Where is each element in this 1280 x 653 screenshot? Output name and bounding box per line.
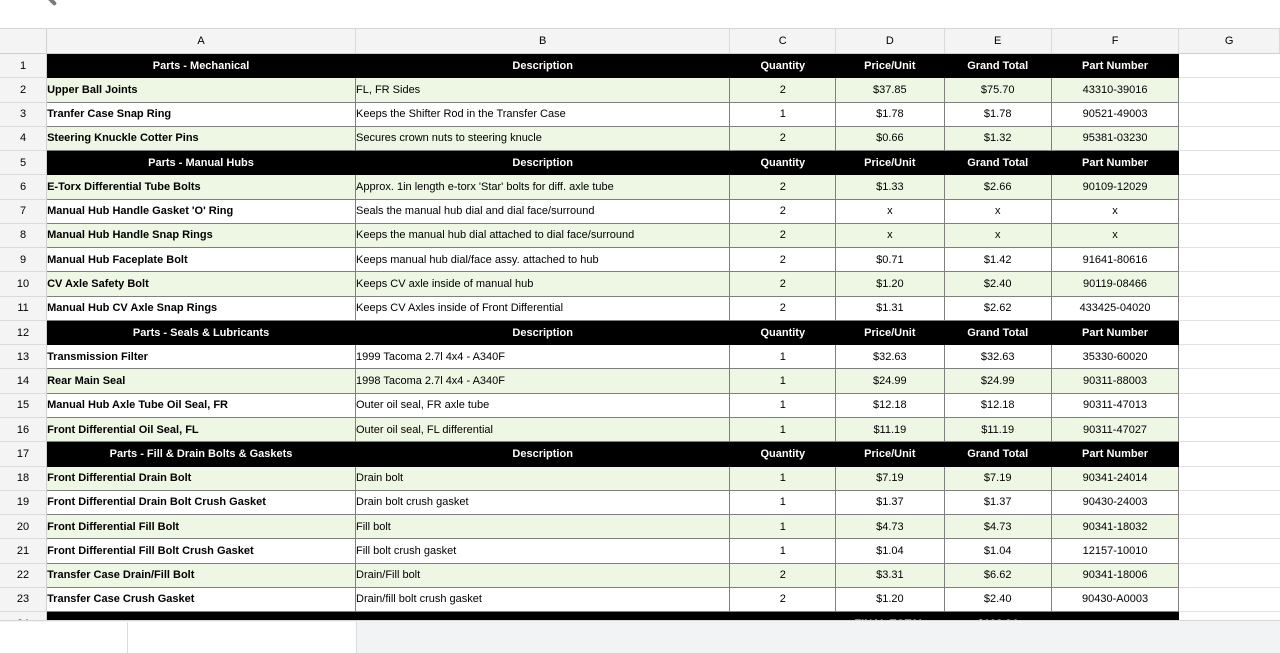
cell-description[interactable]: 1999 Tacoma 2.7l 4x4 - A340F [356,345,730,369]
cell-name[interactable]: Front Differential Drain Bolt Crush Gasket [47,490,356,514]
table-row [0,126,1280,150]
cell-part[interactable]: Part Number [1051,54,1178,78]
cell-name[interactable]: Parts - Fill & Drain Bolts & Gaskets [47,442,356,466]
cell-price[interactable]: x [836,223,944,247]
column-header-C[interactable]: C [730,29,836,54]
cell-empty[interactable] [1179,563,1280,587]
cell-name[interactable]: Transfer Case Crush Gasket [47,587,356,611]
table-row [0,248,1280,272]
cell-quantity[interactable]: 2 [730,78,836,102]
column-header-G[interactable]: G [1179,29,1280,54]
sheet-tab-area-right[interactable] [128,622,357,653]
row-header[interactable]: 2 [0,78,47,102]
cell-total[interactable]: $24.99 [944,369,1051,393]
row-header[interactable]: 7 [0,199,47,223]
cell-quantity[interactable]: Quantity [730,442,836,466]
cell-quantity[interactable]: 2 [730,199,836,223]
cell-price[interactable]: $0.66 [836,126,944,150]
table-row [0,393,1280,417]
row-header[interactable]: 21 [0,539,47,563]
table-row [0,369,1280,393]
cell-price[interactable]: $24.99 [836,369,944,393]
cell-empty[interactable] [1179,248,1280,272]
cell-price[interactable]: $4.73 [836,515,944,539]
table-row [0,345,1280,369]
table-row [0,563,1280,587]
cell-total[interactable]: $7.19 [944,466,1051,490]
cell-empty[interactable] [1179,151,1280,175]
cell-price[interactable]: $7.19 [836,466,944,490]
cell-price[interactable]: Price/Unit [836,151,944,175]
cell-total[interactable]: x [944,199,1051,223]
select-all-corner[interactable] [0,29,47,54]
cell-description[interactable]: Fill bolt crush gasket [356,539,730,563]
cell-empty[interactable] [1179,78,1280,102]
table-row [0,78,1280,102]
column-header-D[interactable]: D [836,29,944,54]
row-header[interactable]: 1 [0,54,47,78]
row-header[interactable]: 18 [0,466,47,490]
table-row [0,175,1280,199]
cell-part[interactable]: x [1051,223,1178,247]
cell-empty[interactable] [1179,515,1280,539]
cell-total[interactable]: $1.37 [944,490,1051,514]
table-row [0,223,1280,247]
row-header[interactable]: 12 [0,320,47,344]
cell-name[interactable]: Rear Main Seal [47,369,356,393]
cell-name[interactable]: Transmission Filter [47,345,356,369]
cell-quantity[interactable]: 2 [730,223,836,247]
table-row [0,539,1280,563]
cell-total[interactable]: $6.62 [944,563,1051,587]
cell-total[interactable]: $1.32 [944,126,1051,150]
row-header[interactable]: 3 [0,102,47,126]
cell-empty[interactable] [1179,175,1280,199]
section-header-row [0,151,1280,175]
cell-total[interactable]: x [944,223,1051,247]
row-header[interactable]: 16 [0,417,47,441]
cell-empty[interactable] [1179,296,1280,320]
cell-empty[interactable] [1179,369,1280,393]
cell-price[interactable]: $12.18 [836,393,944,417]
cell-quantity[interactable]: 2 [730,175,836,199]
cell-part[interactable]: 90311-47013 [1051,393,1178,417]
cell-quantity[interactable]: 1 [730,102,836,126]
cell-total[interactable]: Grand Total [944,151,1051,175]
row-header[interactable]: 11 [0,296,47,320]
cell-total[interactable]: $1.04 [944,539,1051,563]
cell-empty[interactable] [1179,466,1280,490]
cell-quantity[interactable]: 1 [730,345,836,369]
cell-quantity[interactable]: 2 [730,272,836,296]
section-header-row [0,320,1280,344]
cell-description[interactable]: Drain bolt crush gasket [356,490,730,514]
cell-name[interactable]: Parts - Manual Hubs [47,151,356,175]
cell-part[interactable]: Part Number [1051,442,1178,466]
cell-total[interactable]: Grand Total [944,442,1051,466]
table-row [0,296,1280,320]
cell-part[interactable]: Part Number [1051,320,1178,344]
row-header[interactable]: 20 [0,515,47,539]
column-header-E[interactable]: E [944,29,1051,54]
cell-name[interactable]: Parts - Mechanical [47,54,356,78]
cell-empty[interactable] [1179,272,1280,296]
cell-description[interactable]: Keeps the manual hub dial attached to dial face/surround [356,223,730,247]
cell-part[interactable]: 43310-39016 [1051,78,1178,102]
cell-total[interactable]: $75.70 [944,78,1051,102]
row-header[interactable]: 8 [0,223,47,247]
cell-total[interactable]: $11.19 [944,417,1051,441]
cell-price[interactable]: $1.37 [836,490,944,514]
cell-description[interactable]: Approx. 1in length e-torx 'Star' bolts for diff. axle tube [356,175,730,199]
cell-name[interactable]: Manual Hub Handle Gasket 'O' Ring [47,199,356,223]
table-row [0,587,1280,611]
cell-quantity[interactable]: 2 [730,126,836,150]
table-row [0,515,1280,539]
cell-quantity[interactable]: 1 [730,369,836,393]
cell-part[interactable]: 433425-04020 [1051,296,1178,320]
cell-description[interactable]: Drain bolt [356,466,730,490]
row-header[interactable]: 14 [0,369,47,393]
cell-name[interactable]: Manual Hub Handle Snap Rings [47,223,356,247]
cell-empty[interactable] [1179,345,1280,369]
cell-name[interactable]: Manual Hub Faceplate Bolt [47,248,356,272]
cell-quantity[interactable]: 2 [730,248,836,272]
cell-description[interactable]: Outer oil seal, FL differential [356,417,730,441]
cell-total[interactable]: $2.62 [944,296,1051,320]
cell-empty[interactable] [1179,102,1280,126]
cell-description[interactable]: Keeps CV Axles inside of Front Differential [356,296,730,320]
cell-name[interactable]: Manual Hub CV Axle Snap Rings [47,296,356,320]
cell-description[interactable]: Secures crown nuts to steering knucle [356,126,730,150]
column-header-F[interactable]: F [1051,29,1178,54]
cell-price[interactable]: Price/Unit [836,320,944,344]
cell-total[interactable]: Grand Total [944,54,1051,78]
cell-part[interactable]: 90341-18032 [1051,515,1178,539]
sheet-tab-area-left[interactable] [0,622,128,653]
cell-part[interactable]: x [1051,199,1178,223]
cell-description[interactable]: 1998 Tacoma 2.7l 4x4 - A340F [356,369,730,393]
row-header[interactable]: 10 [0,272,47,296]
cell-price[interactable]: Price/Unit [836,442,944,466]
cell-price[interactable]: $37.85 [836,78,944,102]
column-header-A[interactable]: A [47,29,356,54]
cell-part[interactable]: 90311-88003 [1051,369,1178,393]
row-header[interactable]: 17 [0,442,47,466]
cell-empty[interactable] [1179,417,1280,441]
cell-price[interactable]: $1.04 [836,539,944,563]
cell-description[interactable]: Description [356,320,730,344]
column-header-B[interactable]: B [356,29,730,54]
cell-price[interactable]: $1.31 [836,296,944,320]
row-header[interactable]: 15 [0,393,47,417]
cell-total[interactable]: Grand Total [944,320,1051,344]
cell-name[interactable]: Parts - Seals & Lubricants [47,320,356,344]
cell-part[interactable]: 90341-18006 [1051,563,1178,587]
cell-part[interactable]: 90311-47027 [1051,417,1178,441]
cell-description[interactable]: Keeps the Shifter Rod in the Transfer Case [356,102,730,126]
sheet-table [0,29,1280,636]
cell-total[interactable]: $1.42 [944,248,1051,272]
cell-price[interactable]: $1.33 [836,175,944,199]
cell-part[interactable]: 90109-12029 [1051,175,1178,199]
cell-part[interactable]: 90341-24014 [1051,466,1178,490]
cell-description[interactable]: Drain/Fill bolt [356,563,730,587]
cell-quantity[interactable]: Quantity [730,151,836,175]
cell-description[interactable]: FL, FR Sides [356,78,730,102]
section-header-row [0,54,1280,78]
cell-part[interactable]: 90430-24003 [1051,490,1178,514]
cell-name[interactable]: Tranfer Case Snap Ring [47,102,356,126]
row-header[interactable]: 22 [0,563,47,587]
cell-quantity[interactable]: Quantity [730,54,836,78]
cell-total[interactable]: $32.63 [944,345,1051,369]
row-header[interactable]: 5 [0,151,47,175]
cell-price[interactable]: $3.31 [836,563,944,587]
cell-description[interactable]: Keeps manual hub dial/face assy. attached to hub [356,248,730,272]
cell-name[interactable]: Front Differential Fill Bolt Crush Gasket [47,539,356,563]
cell-part[interactable]: 35330-60020 [1051,345,1178,369]
cell-empty[interactable] [1179,587,1280,611]
cell-name[interactable]: CV Axle Safety Bolt [47,272,356,296]
cell-quantity[interactable]: 2 [730,563,836,587]
cell-description[interactable]: Description [356,54,730,78]
cell-part[interactable]: 12157-10010 [1051,539,1178,563]
cell-part[interactable]: 90119-08466 [1051,272,1178,296]
cell-total[interactable]: $2.40 [944,272,1051,296]
cell-part[interactable]: Part Number [1051,151,1178,175]
cell-part[interactable]: 90521-49003 [1051,102,1178,126]
cell-price[interactable]: $1.78 [836,102,944,126]
cell-empty[interactable] [1179,126,1280,150]
cell-part[interactable]: 91641-80616 [1051,248,1178,272]
sheet-tab-bar [0,620,1280,653]
cell-empty[interactable] [1179,223,1280,247]
cell-name[interactable]: Front Differential Drain Bolt [47,466,356,490]
cell-description[interactable]: Description [356,442,730,466]
cell-description[interactable]: Outer oil seal, FR axle tube [356,393,730,417]
cell-price[interactable]: $1.20 [836,272,944,296]
column-header-row [0,29,1280,54]
row-header[interactable]: 23 [0,587,47,611]
table-row [0,102,1280,126]
cell-quantity[interactable]: 1 [730,417,836,441]
cell-description[interactable]: Keeps CV axle inside of manual hub [356,272,730,296]
cell-quantity[interactable]: 1 [730,466,836,490]
cell-part[interactable]: 90430-A0003 [1051,587,1178,611]
cell-price[interactable]: $1.20 [836,587,944,611]
cell-total[interactable]: $4.73 [944,515,1051,539]
table-row [0,199,1280,223]
cell-price[interactable]: $0.71 [836,248,944,272]
table-row [0,272,1280,296]
cell-price[interactable]: x [836,199,944,223]
cell-quantity[interactable]: 1 [730,490,836,514]
cell-empty[interactable] [1179,54,1280,78]
spreadsheet-grid [0,28,1280,621]
cell-empty[interactable] [1179,539,1280,563]
cell-description[interactable]: Fill bolt [356,515,730,539]
cell-quantity[interactable]: 2 [730,587,836,611]
cell-name[interactable]: Manual Hub Axle Tube Oil Seal, FR [47,393,356,417]
cell-total[interactable]: $2.40 [944,587,1051,611]
row-header[interactable]: 19 [0,490,47,514]
cell-price[interactable]: $11.19 [836,417,944,441]
pencil-icon[interactable] [39,0,57,6]
cell-name[interactable]: Front Differential Fill Bolt [47,515,356,539]
cell-price[interactable]: $32.63 [836,345,944,369]
cell-empty[interactable] [1179,393,1280,417]
cell-name[interactable]: Upper Ball Joints [47,78,356,102]
cell-empty[interactable] [1179,490,1280,514]
cell-empty[interactable] [1179,320,1280,344]
row-header[interactable]: 13 [0,345,47,369]
section-header-row [0,442,1280,466]
cell-description[interactable]: Seals the manual hub dial and dial face/surround [356,199,730,223]
cell-description[interactable]: Drain/fill bolt crush gasket [356,587,730,611]
cell-quantity[interactable]: 1 [730,515,836,539]
row-header[interactable]: 6 [0,175,47,199]
table-row [0,417,1280,441]
cell-quantity[interactable]: 1 [730,393,836,417]
cell-name[interactable]: Transfer Case Drain/Fill Bolt [47,563,356,587]
cell-total[interactable]: $12.18 [944,393,1051,417]
cell-empty[interactable] [1179,199,1280,223]
row-header[interactable]: 4 [0,126,47,150]
cell-total[interactable]: $2.66 [944,175,1051,199]
cell-description[interactable]: Description [356,151,730,175]
table-row [0,466,1280,490]
cell-name[interactable]: Front Differential Oil Seal, FL [47,417,356,441]
cell-quantity[interactable]: 2 [730,296,836,320]
cell-price[interactable]: Price/Unit [836,54,944,78]
cell-quantity[interactable]: 1 [730,539,836,563]
toolbar [0,0,1280,28]
row-header[interactable]: 9 [0,248,47,272]
table-row [0,490,1280,514]
cell-name[interactable]: Steering Knuckle Cotter Pins [47,126,356,150]
cell-part[interactable]: 95381-03230 [1051,126,1178,150]
cell-quantity[interactable]: Quantity [730,320,836,344]
cell-name[interactable]: E-Torx Differential Tube Bolts [47,175,356,199]
cell-empty[interactable] [1179,442,1280,466]
cell-total[interactable]: $1.78 [944,102,1051,126]
